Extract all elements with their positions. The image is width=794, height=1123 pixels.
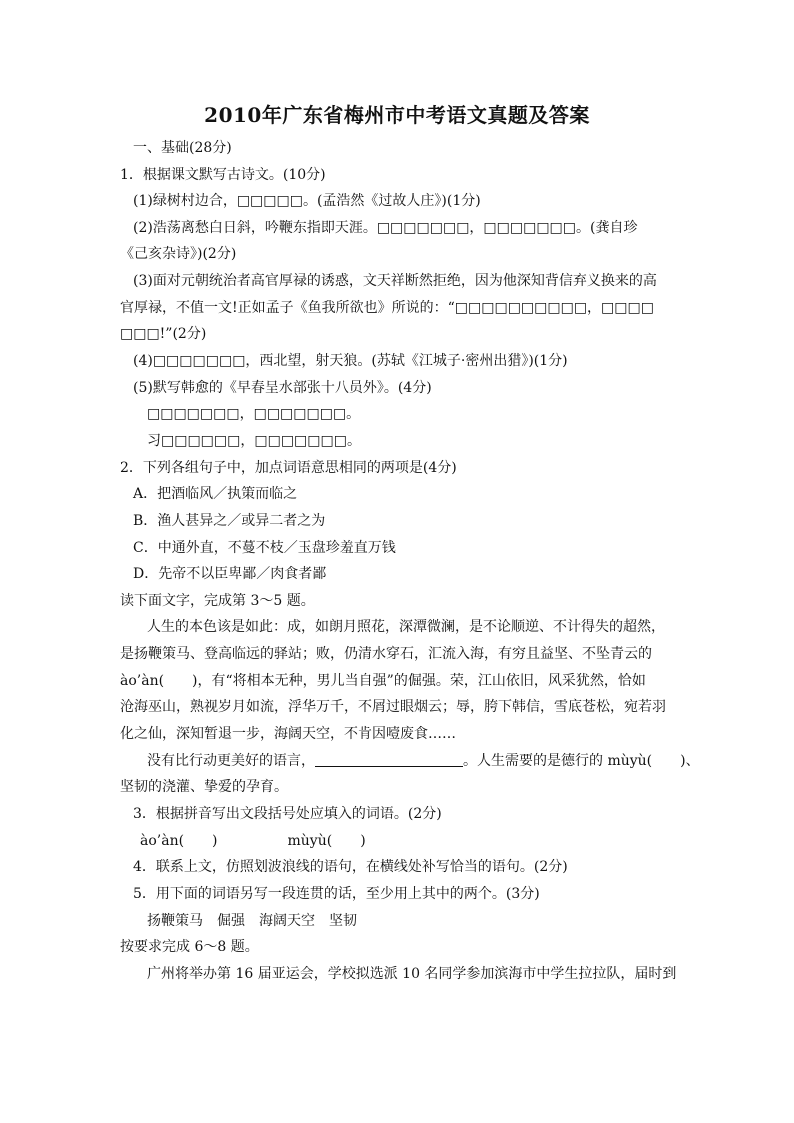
reading-instruction: 读下面文字，完成第 3～5 题。: [120, 593, 315, 609]
question-1-item-1: (1)绿树村边合，□□□□□。(孟浩然《过故人庄》)(1分): [133, 193, 481, 209]
passage-line-5: 化之仙，深知暂退一步，海阔天空，不肯因噎废食……: [120, 726, 456, 742]
passage-line-6: [147, 751, 700, 771]
fill-in-blank: [315, 752, 463, 767]
section-heading: 一、基础(28分): [133, 140, 232, 156]
question-2-option-b: B．渔人甚异之／或异二者之为: [133, 513, 326, 529]
passage-line-6-start: 没有比行动更美好的语言，: [147, 753, 315, 769]
section-6-intro: 广州将举办第 16 届亚运会，学校拟选派 10 名同学参加滨海市中学生拉拉队，届时到: [147, 966, 677, 982]
question-1-item-3-cont2: □□□!”(2分): [120, 326, 207, 342]
question-1-item-5-blank-1: □□□□□□□，□□□□□□□。: [147, 406, 361, 422]
question-1-item-3-cont: 官厚禄，不值一文!正如孟子《鱼我所欲也》所说的：“□□□□□□□□□□，□□□□: [120, 300, 654, 316]
question-2-option-c: C．中通外直，不蔓不枝／玉盘珍羞直万钱: [133, 540, 396, 556]
question-1-item-5-blank-2: 习□□□□□□，□□□□□□□。: [147, 433, 361, 449]
question-3-blanks: ào’àn( ) mùyù( ): [140, 833, 366, 849]
section-instruction-6-8: 按要求完成 6～8 题。: [120, 939, 259, 955]
question-2-heading: 2．下列各组句子中，加点词语意思相同的两项是(4分): [120, 460, 457, 476]
question-1-item-2: (2)浩荡离愁白日斜，吟鞭东指即天涯。□□□□□□□，□□□□□□□。(龚自珍: [133, 220, 638, 236]
passage-line-7: 坚韧的浇灌、挚爱的孕育。: [120, 779, 288, 795]
passage-line-6-end: 。人生需要的是德行的 mùyù( )、: [463, 753, 700, 769]
passage-line-3: ào’àn( )，有“将相本无种，男儿当自强”的倔强。荣，江山依旧，风采犹然，恰如: [120, 673, 646, 689]
question-5-heading: 5．用下面的词语另写一段连贯的话，至少用上其中的两个。(3分): [133, 886, 540, 902]
question-1-item-4: (4)□□□□□□□，西北望，射天狼。(苏轼《江城子·密州出猎》)(1分): [133, 353, 568, 369]
passage-line-4: 沧海巫山，熟视岁月如流，浮华万千，不屑过眼烟云；辱，胯下韩信，雪底苍松，宛若羽: [120, 699, 666, 715]
question-1-item-2-cont: 《己亥杂诗》)(2分): [120, 246, 237, 262]
question-2-option-d: D．先帝不以臣卑鄙／肉食者鄙: [133, 566, 327, 582]
question-3-heading: 3．根据拼音写出文段括号处应填入的词语。(2分): [133, 806, 442, 822]
question-1-item-3: (3)面对元朝统治者高官厚禄的诱惑，文天祥断然拒绝，因为他深知背信弃义换来的高: [133, 273, 657, 289]
passage-line-2: 是扬鞭策马、登高临远的驿站；败，仍清水穿石，汇流入海，有穷且益坚、不坠青云的: [120, 646, 652, 662]
document-title: 2010年广东省梅州市中考语文真题及答案: [204, 103, 590, 127]
question-2-option-a: A．把酒临风／执策而临之: [133, 486, 298, 502]
question-1-item-5: (5)默写韩愈的《早春呈水部张十八员外》。(4分): [133, 380, 432, 396]
question-1-heading: 1．根据课文默写古诗文。(10分): [120, 167, 326, 183]
question-5-words: 扬鞭策马 倔强 海阔天空 坚韧: [147, 913, 357, 929]
question-4-heading: 4．联系上文，仿照划波浪线的语句，在横线处补写恰当的语句。(2分): [133, 859, 568, 875]
passage-line-1: 人生的本色该是如此：成，如朗月照花，深潭微澜，是不论顺逆、不计得失的超然，: [147, 619, 665, 635]
